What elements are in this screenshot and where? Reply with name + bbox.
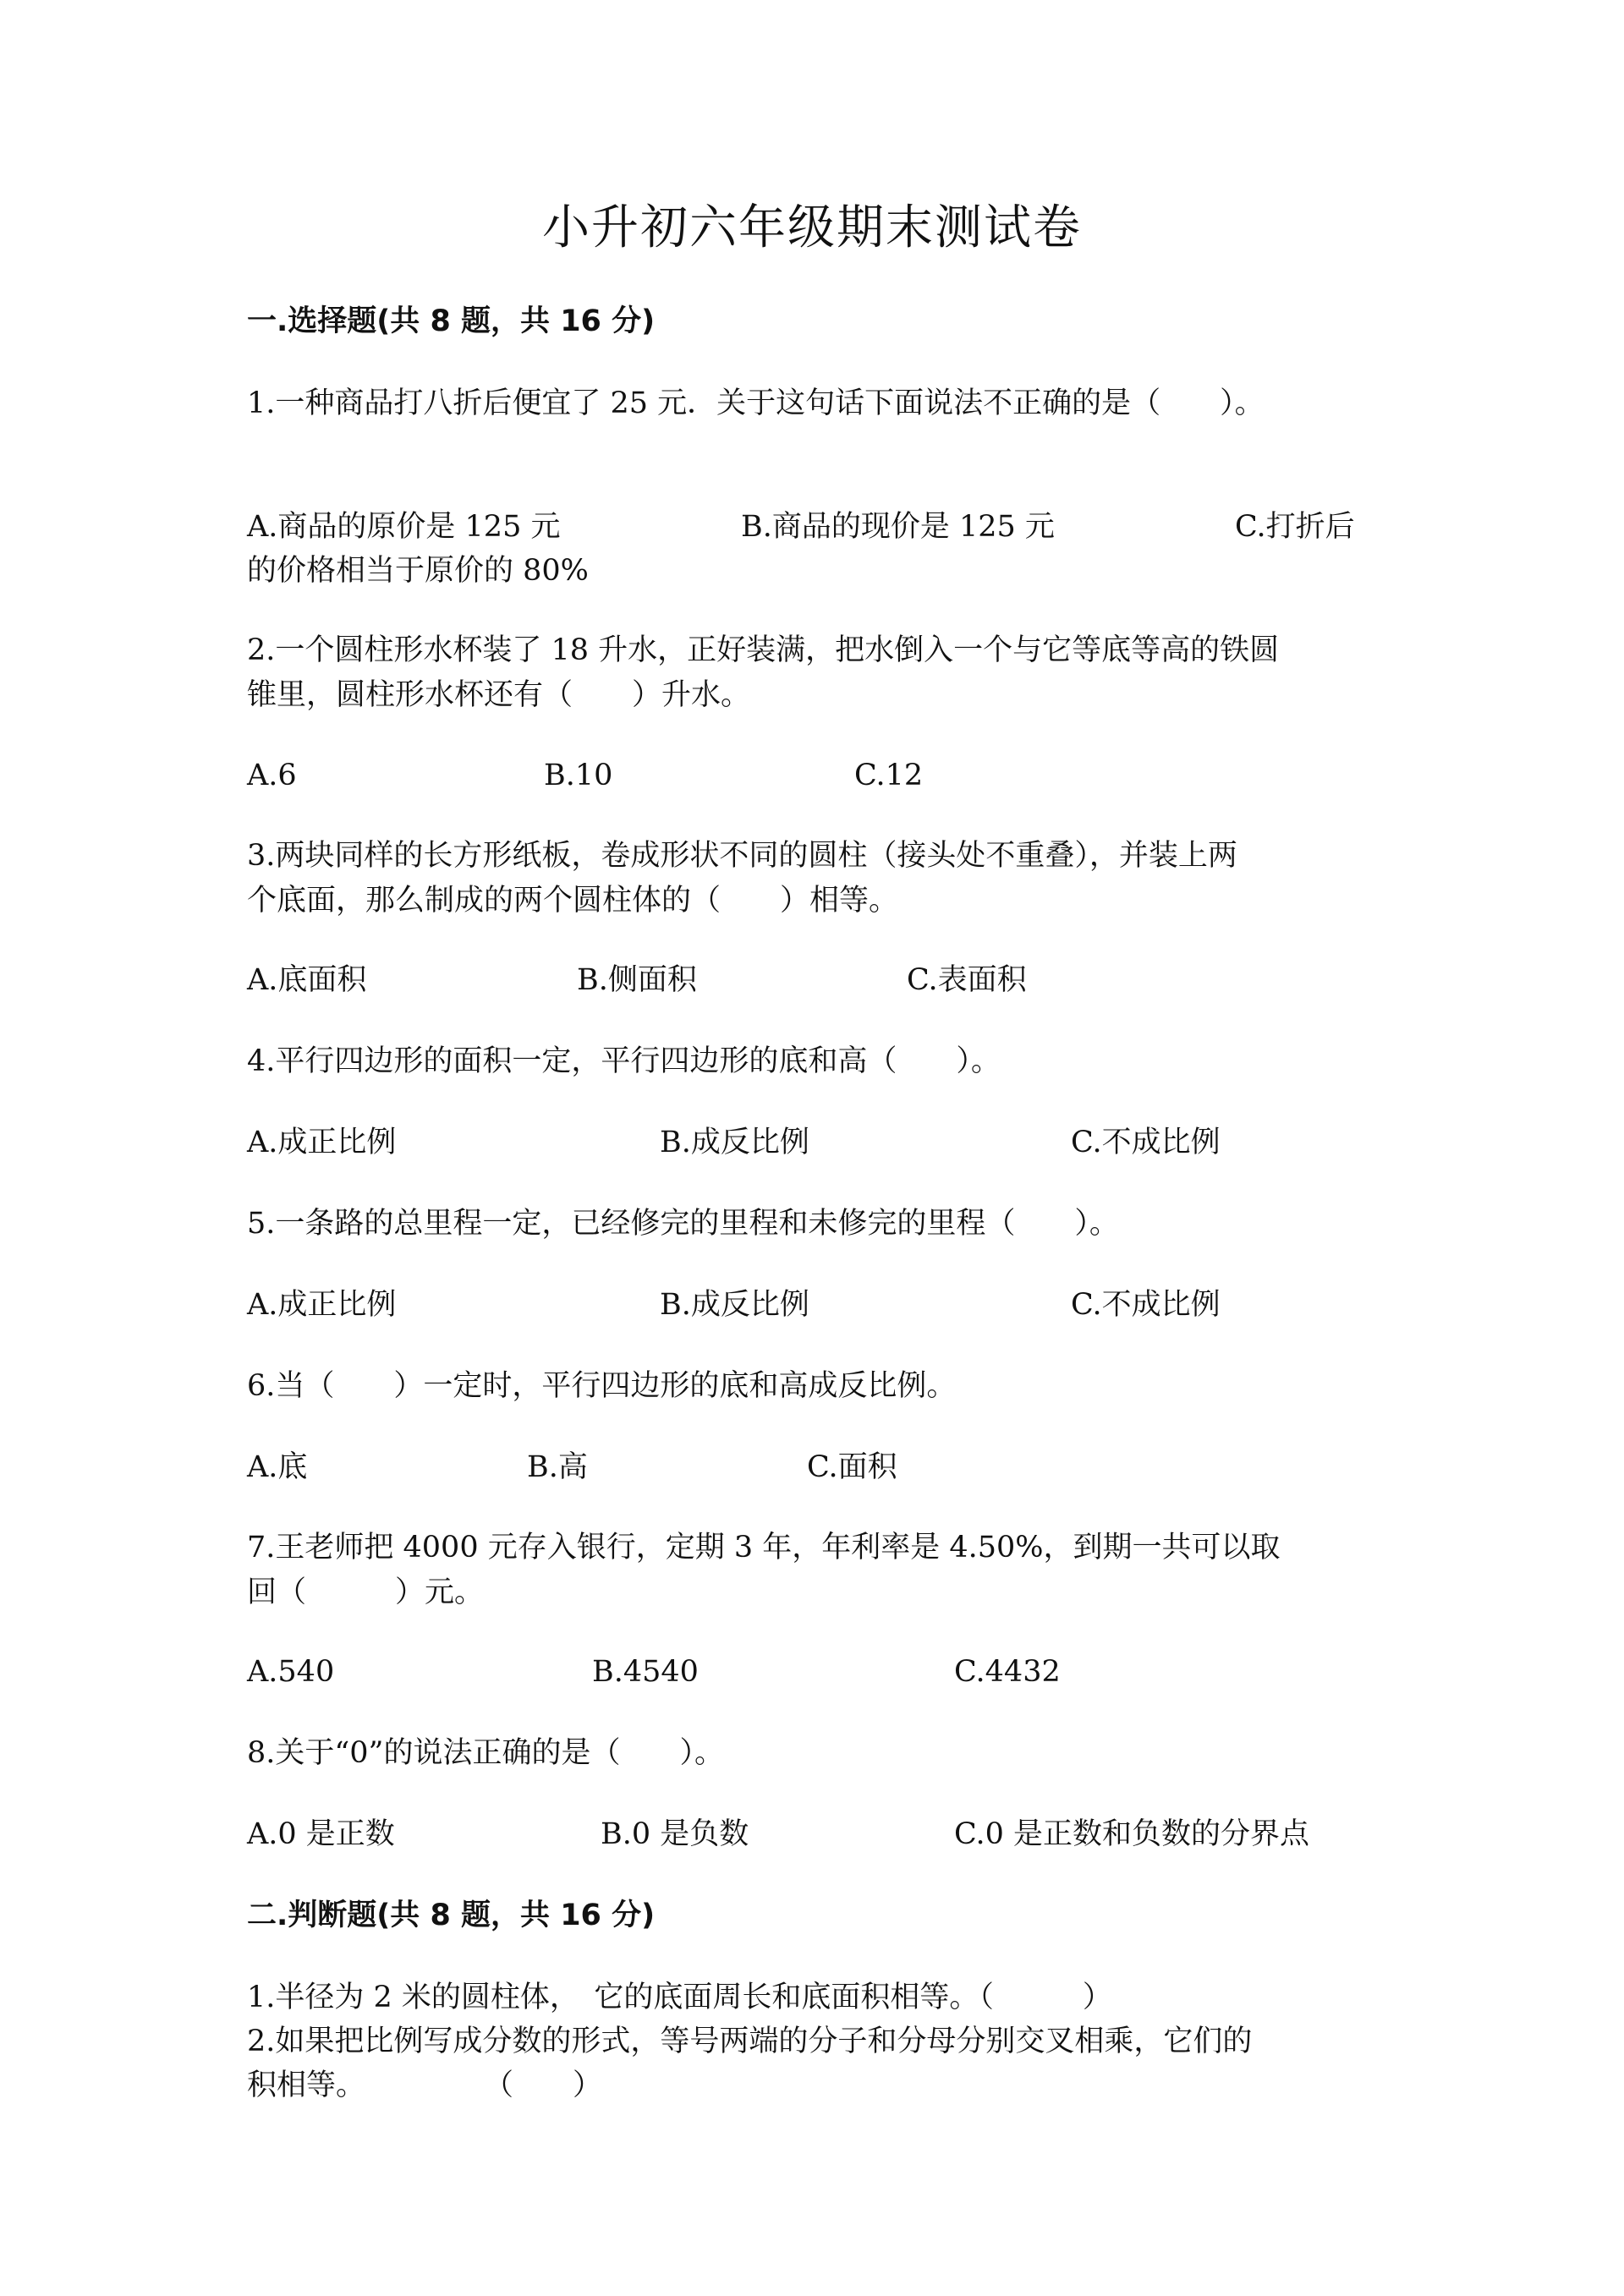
question-7-option-c: C.4432 [954,1655,1061,1689]
question-8-text: 8.关于“0”的说法正确的是（ ）。 [247,1736,724,1770]
question-4-text: 4.平行四边形的面积一定，平行四边形的底和高（ ）。 [247,1044,1001,1078]
question-7-option-b: B.4540 [592,1655,699,1689]
question-4-option-a: A.成正比例 [247,1126,397,1159]
question-1-option-c-continued: 的价格相当于原价的 80% [247,554,589,588]
question-7-text-line2: 回（ ）元。 [247,1575,485,1609]
question-5-option-b: B.成反比例 [660,1288,809,1322]
question-7-text: 7.王老师把 4000 元存入银行，定期 3 年，年利率是 4.50%，到期一共可以取 [247,1531,1281,1564]
page-title: 小升初六年级期末测试卷 [542,200,1082,255]
question-2-text: 2.一个圆柱形水杯装了 18 升水，正好装满，把水倒入一个与它等底等高的铁圆 [247,633,1280,667]
question-6-option-a: A.底 [247,1450,308,1484]
question-7-option-a: A.540 [247,1655,335,1689]
question-6-text: 6.当（ ）一定时，平行四边形的底和高成反比例。 [247,1369,957,1403]
question-1-option-a: A.商品的原价是 125 元 [247,510,561,544]
question-1-text: 1.一种商品打八折后便宜了 25 元．关于这句话下面说法不正确的是（ ）。 [247,386,1265,420]
question-8-option-a: A.0 是正数 [247,1817,395,1851]
question-2-text-line2: 锥里，圆柱形水杯还有（ ）升水。 [247,678,751,712]
question-3-option-b: B.侧面积 [577,963,697,997]
question-2-option-a: A.6 [247,759,297,792]
question-6-option-c: C.面积 [807,1450,897,1484]
question-3-text: 3.两块同样的长方形纸板，卷成形状不同的圆柱（接头处不重叠），并装上两 [247,839,1237,873]
question-1-option-b: B.商品的现价是 125 元 [741,510,1055,544]
question-8-option-b: B.0 是负数 [601,1817,749,1851]
section-heading-judgement: 二.判断题(共 8 题，共 16 分) [247,1899,656,1932]
section-heading-choice: 一.选择题(共 8 题，共 16 分) [247,304,656,338]
question-5-text: 5.一条路的总里程一定，已经修完的里程和未修完的里程（ ）。 [247,1207,1119,1241]
question-5-option-a: A.成正比例 [247,1288,397,1322]
question-4-option-b: B.成反比例 [660,1126,809,1159]
judgement-2-text-line2: 积相等。 （ ） [247,2069,603,2102]
question-5-option-c: C.不成比例 [1071,1288,1221,1322]
question-4-option-c: C.不成比例 [1071,1126,1221,1159]
question-2-option-b: B.10 [544,759,613,792]
question-6-option-b: B.高 [527,1450,588,1484]
question-3-option-c: C.表面积 [907,963,1027,997]
question-1-option-c: C.打折后 [1235,510,1355,544]
question-8-option-c: C.0 是正数和负数的分界点 [954,1817,1310,1851]
judgement-2-text: 2.如果把比例写成分数的形式，等号两端的分子和分母分别交叉相乘，它们的 [247,2025,1253,2058]
judgement-1-text: 1.半径为 2 米的圆柱体， 它的底面周长和底面积相等。（ ） [247,1981,1112,2014]
question-3-text-line2: 个底面，那么制成的两个圆柱体的（ ）相等。 [247,884,899,918]
question-2-option-c: C.12 [854,759,924,792]
question-3-option-a: A.底面积 [247,963,367,997]
